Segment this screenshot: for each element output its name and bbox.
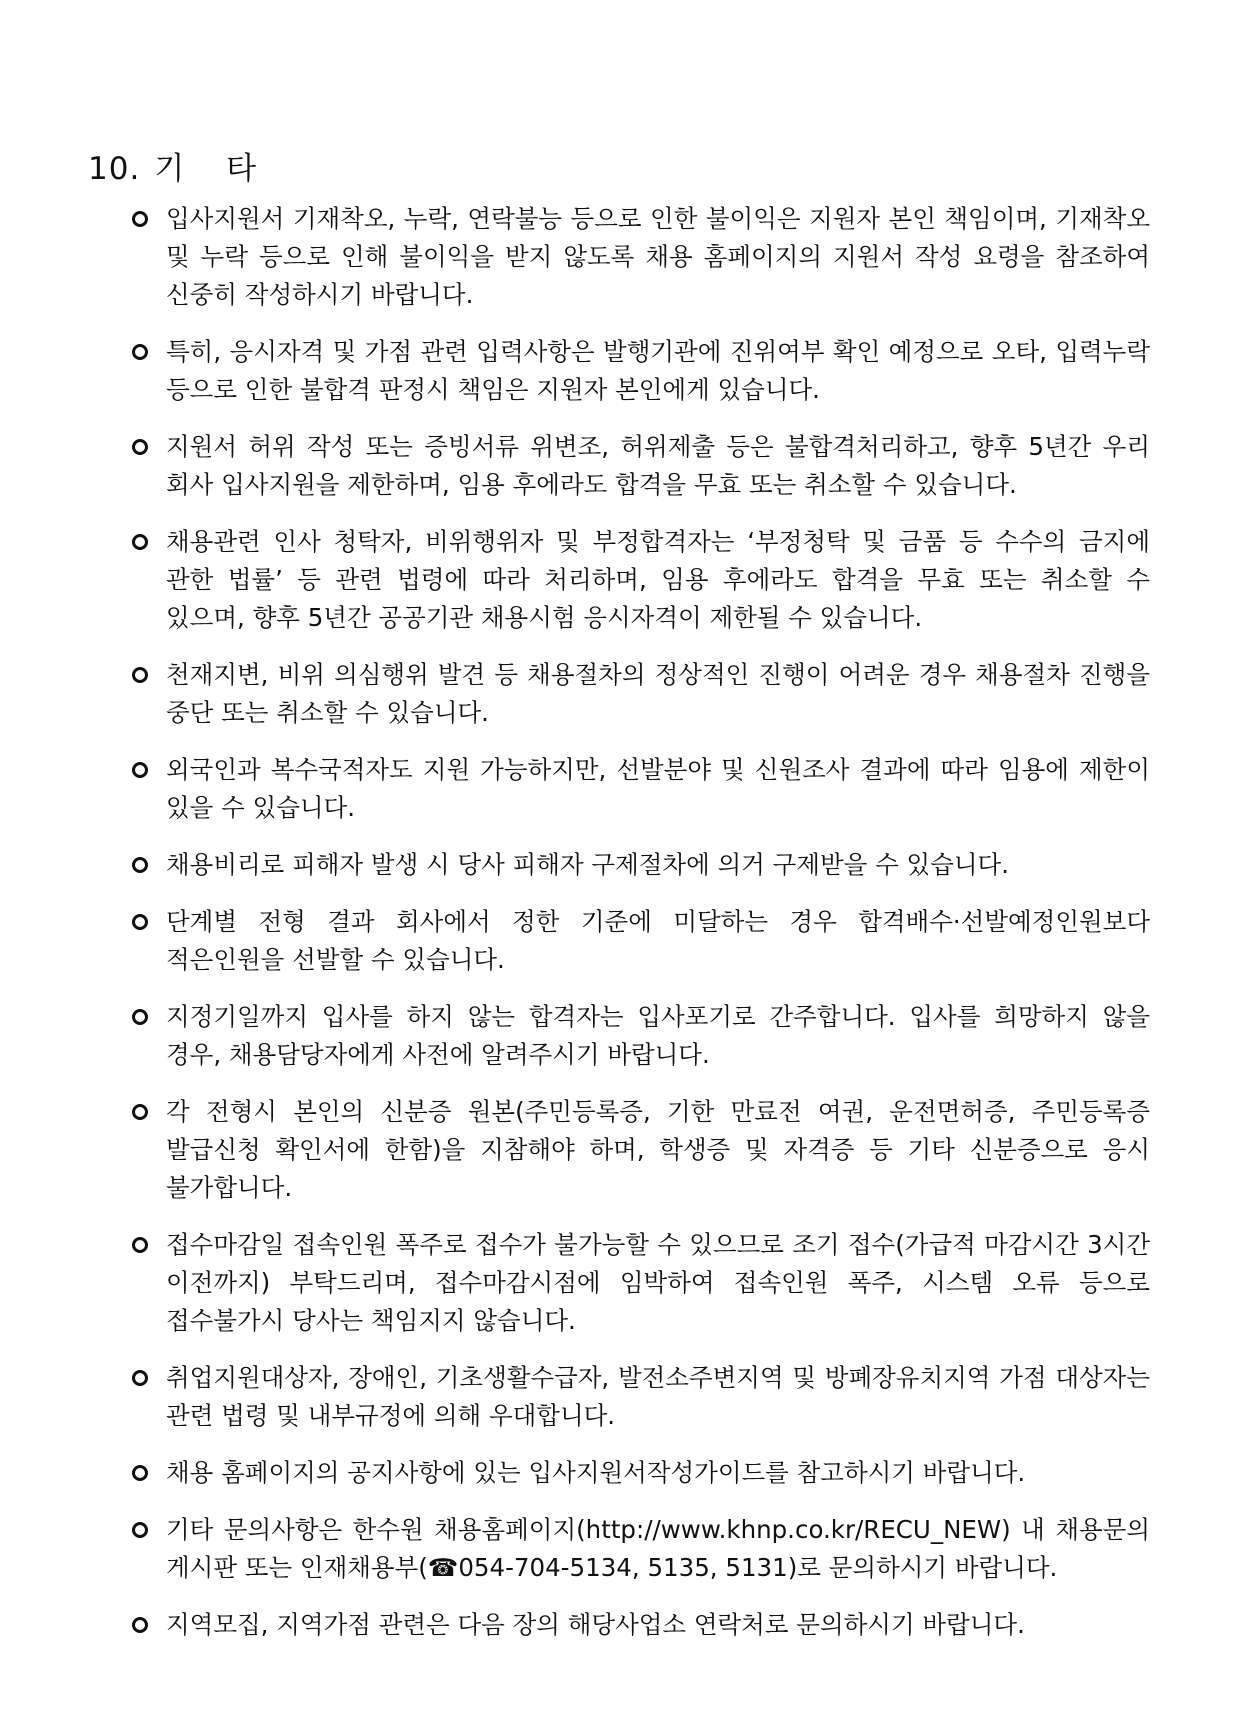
list-item [130, 1454, 1150, 1492]
list-item-text: 각 전형시 본인의 신분증 원본(주민등록증, 기한 만료전 여권, 운전면허증, 주민등록증 발급신청 확인서에 한함)을 지참해야 하며, 학생증 및 자격증 등 기타 신분증으로 응시 불가합니다. [166, 1097, 1150, 1202]
list-item [130, 1093, 1150, 1207]
circle-bullet-icon [130, 1093, 166, 1131]
section-heading [88, 143, 257, 188]
notice-list [130, 200, 1150, 1663]
list-item-text: 입사지원서 기재착오, 누락, 연락불능 등으로 인한 불이익은 지원자 본인 책임이며, 기재착오 및 누락 등으로 인해 불이익을 받지 않도록 채용 홈페이지의 지원서 작성 요령을 참조하여 신중히 작성하시기 바랍니다. [166, 204, 1150, 309]
list-item-text: 지정기일까지 입사를 하지 않는 합격자는 입사포기로 간주합니다. 입사를 희망하지 않을 경우, 채용담당자에게 사전에 알려주시기 바랍니다. [166, 1002, 1150, 1069]
list-item-text: 기타 문의사항은 한수원 채용홈페이지(http://www.khnp.co.kr/RECU_NEW) 내 채용문의 게시판 또는 인재채용부(☎054-704-5134, 5135, 5131)로 문의하시기 바랍니다. [166, 1515, 1150, 1582]
list-item [130, 1511, 1150, 1587]
list-item-text: 지원서 허위 작성 또는 증빙서류 위변조, 허위제출 등은 불합격처리하고, 향후 5년간 우리 회사 입사지원을 제한하며, 임용 후에라도 합격을 무효 또는 취소할 수 있습니다. [166, 432, 1150, 499]
list-item-text: 특히, 응시자격 및 가점 관련 입력사항은 발행기관에 진위여부 확인 예정으로 오타, 입력누락 등으로 인한 불합격 판정시 책임은 지원자 본인에게 있습니다. [166, 337, 1150, 404]
list-item [130, 656, 1150, 732]
list-item [130, 1226, 1150, 1340]
list-item-text: 단계별 전형 결과 회사에서 정한 기준에 미달하는 경우 합격배수·선발예정인원보다 적은인원을 선발할 수 있습니다. [166, 907, 1150, 974]
list-item-text: 접수마감일 접속인원 폭주로 접수가 불가능할 수 있으므로 조기 접수(가급적 마감시간 3시간 이전까지) 부탁드리며, 접수마감시점에 임박하여 접속인원 폭주, 시스템 오류 등으로 접수불가시 당사는 책임지지 않습니다. [166, 1230, 1150, 1335]
circle-bullet-icon [130, 903, 166, 941]
circle-bullet-icon [130, 751, 166, 789]
list-item [130, 523, 1150, 637]
circle-bullet-icon [130, 846, 166, 884]
circle-bullet-icon [130, 428, 166, 466]
circle-bullet-icon [130, 1606, 166, 1644]
circle-bullet-icon [130, 656, 166, 694]
section-number: 10. [88, 151, 141, 187]
circle-bullet-icon [130, 1226, 166, 1264]
list-item [130, 1606, 1150, 1644]
circle-bullet-icon [130, 1511, 166, 1549]
list-item-text: 채용비리로 피해자 발생 시 당사 피해자 구제절차에 의거 구제받을 수 있습니다. [166, 850, 1010, 879]
list-item [130, 751, 1150, 827]
list-item [130, 333, 1150, 409]
list-item [130, 846, 1150, 884]
list-item-text: 천재지변, 비위 의심행위 발견 등 채용절차의 정상적인 진행이 어려운 경우 채용절차 진행을 중단 또는 취소할 수 있습니다. [166, 660, 1150, 727]
list-item-text: 외국인과 복수국적자도 지원 가능하지만, 선발분야 및 신원조사 결과에 따라 임용에 제한이 있을 수 있습니다. [166, 755, 1150, 822]
circle-bullet-icon [130, 1359, 166, 1397]
list-item [130, 200, 1150, 314]
section-title: 기 타 [154, 151, 258, 187]
list-item [130, 903, 1150, 979]
list-item [130, 1359, 1150, 1435]
circle-bullet-icon [130, 998, 166, 1036]
list-item-text: 취업지원대상자, 장애인, 기초생활수급자, 발전소주변지역 및 방폐장유치지역 가점 대상자는 관련 법령 및 내부규정에 의해 우대합니다. [166, 1363, 1150, 1430]
list-item [130, 998, 1150, 1074]
circle-bullet-icon [130, 1454, 166, 1492]
list-item-text: 지역모집, 지역가점 관련은 다음 장의 해당사업소 연락처로 문의하시기 바랍니다. [166, 1610, 1025, 1639]
circle-bullet-icon [130, 200, 166, 238]
circle-bullet-icon [130, 523, 166, 561]
list-item-text: 채용 홈페이지의 공지사항에 있는 입사지원서작성가이드를 참고하시기 바랍니다. [166, 1458, 1026, 1487]
circle-bullet-icon [130, 333, 166, 371]
list-item-text: 채용관련 인사 청탁자, 비위행위자 및 부정합격자는 ‘부정청탁 및 금품 등 수수의 금지에 관한 법률’ 등 관련 법령에 따라 처리하며, 임용 후에라도 합격을 무효 또는 취소할 수 있으며, 향후 5년간 공공기관 채용시험 응시자격이 제한될 수 있습니다. [166, 527, 1150, 632]
list-item [130, 428, 1150, 504]
